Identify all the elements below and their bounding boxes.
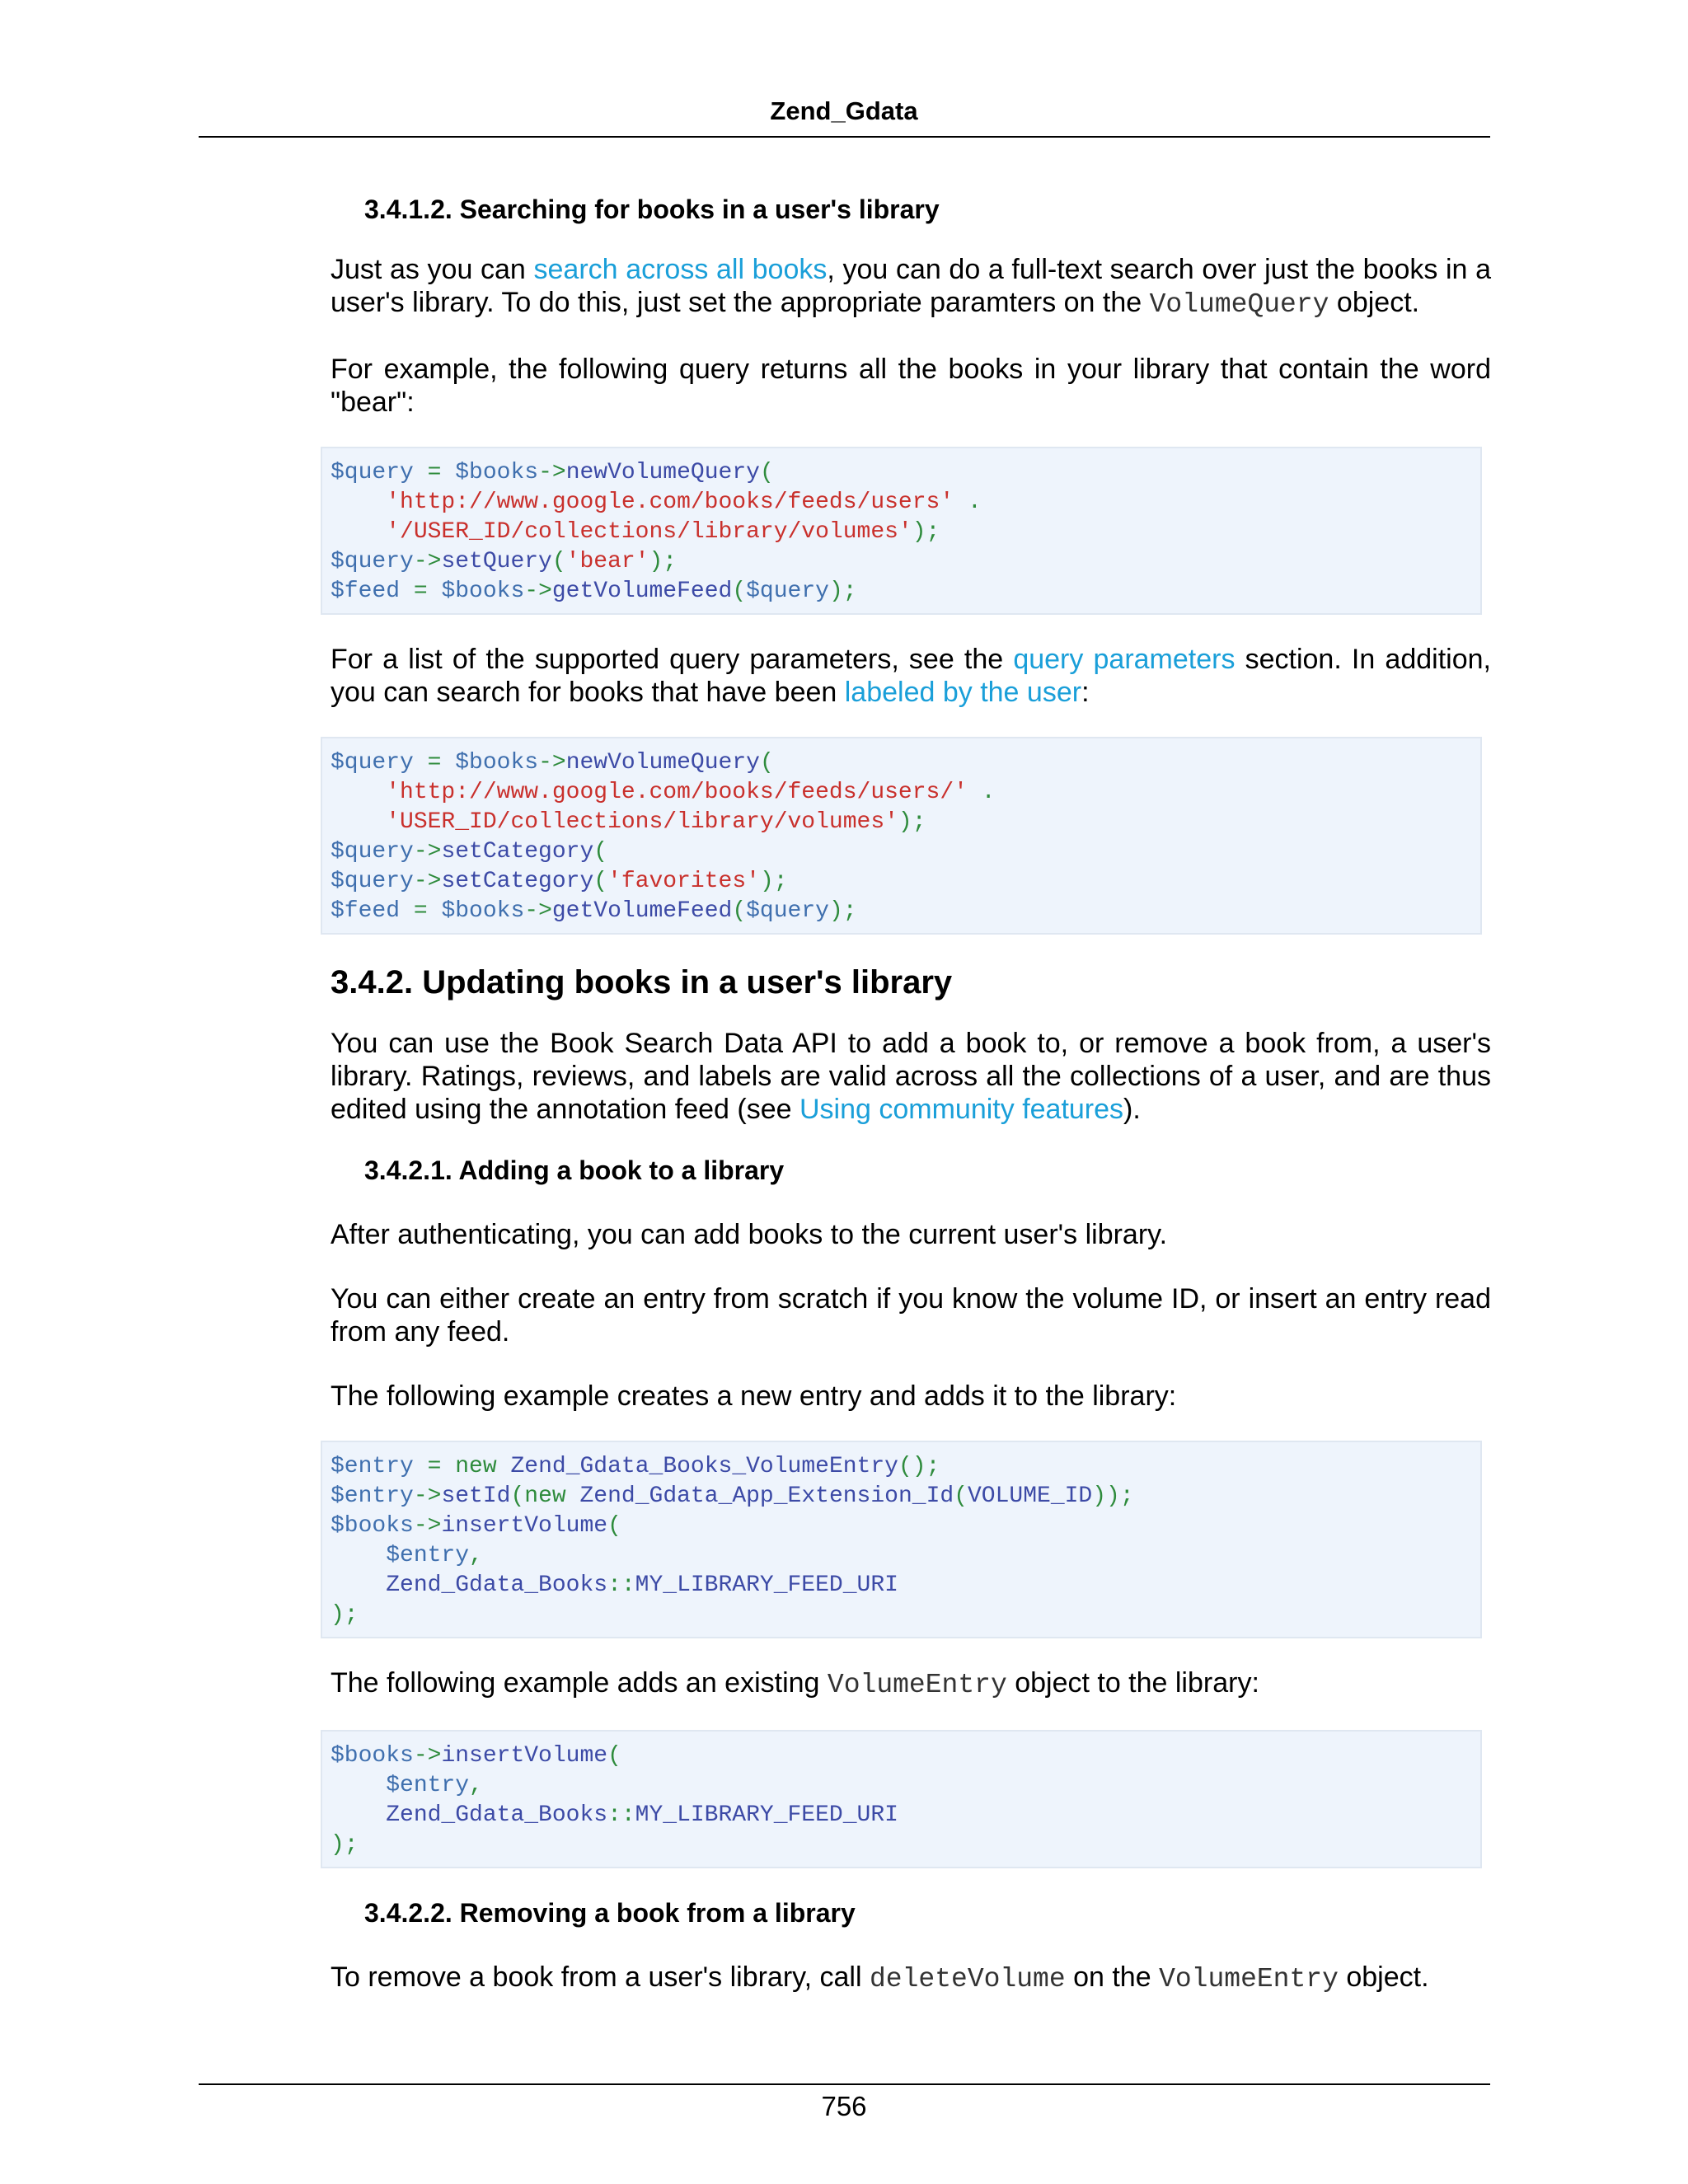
code-token: -> [524,898,552,924]
code-token: :: [607,1802,635,1828]
code-token: Zend_Gdata_Books [386,1802,608,1828]
code-token: ( [551,549,566,574]
code-token: Zend_Gdata_App_Extension_Id [579,1483,954,1509]
code-token [331,1572,386,1598]
code-token: -> [413,839,442,865]
code-token: $books [455,750,539,776]
inline-code-deletevolume: deleteVolume [870,1964,1066,1994]
code-token: ( [607,1743,621,1769]
code-token: , [469,1773,483,1798]
code-token: . [967,780,996,805]
code-token: 'http://www.google.com/books/feeds/users' [386,490,954,515]
code-token [331,1802,386,1828]
code-token [331,519,386,545]
code-token: = [413,750,456,776]
code-token: MY_LIBRARY_FEED_URI [635,1572,898,1598]
inline-code-volumeentry: VolumeEntry [827,1670,1007,1700]
code-token: insertVolume [441,1513,608,1539]
paragraph: For example, the following query returns all the books in your library that contain the word "bear": [331,354,1491,418]
code-token: ); [759,869,788,894]
text-run: object. [1338,1961,1429,1993]
text-run: , you can do a full-text search over just the books in a user's library. To do this, just set the appropriate paramters on the [331,254,1492,318]
code-token: newVolumeQuery [565,460,760,485]
code-token: ( [732,579,747,604]
code-block [321,447,1482,615]
text-run: You can use the Book Search Data API to add a book to, or remove a book from, a user's library. Ratings, reviews, and labels are valid across all the collections of a user, and are thus edited using the annotation feed (see [331,1028,1491,1125]
text-run: The following example adds an existing [331,1667,828,1699]
code-token: $query [331,549,414,574]
code-block [321,1730,1482,1868]
code-token: ); [912,519,940,545]
code-block [321,737,1482,935]
text-run: on the [1065,1961,1160,1993]
code-token [566,1483,580,1509]
code-token: 'USER_ID/collections/library/volumes' [386,809,898,835]
code-token: setQuery [441,549,552,574]
code-token: $books [441,579,525,604]
code-token: $books [331,1743,414,1769]
code-token: = [413,460,456,485]
code-token [331,1773,386,1798]
code-token: )); [1092,1483,1134,1509]
code-token: new [455,1454,497,1479]
section-heading-3-4-2-2: 3.4.2.2. Removing a book from a library [364,1898,856,1928]
footer-rule [199,2083,1490,2085]
code-token: ( [607,1513,621,1539]
code-token: , [469,1543,483,1568]
code-token: ); [828,579,857,604]
code-token: ( [759,750,774,776]
page-number: 756 [821,2091,867,2121]
code-token: VOLUME_ID [968,1483,1093,1509]
inline-code-volumequery: VolumeQuery [1149,289,1329,320]
code-token: ); [649,549,678,574]
code-token: '/USER_ID/collections/library/volumes' [386,519,912,545]
code-token: . [954,490,982,515]
link-labeled-by-the-user[interactable]: labeled by the user [844,677,1082,708]
text-run: object. [1329,287,1420,318]
code-token: ); [331,1602,359,1628]
code-token: ( [593,869,608,894]
text-run: section. In addition, you can search for books that have been [331,644,1491,708]
code-token: ( [954,1483,968,1509]
code-token: -> [538,460,566,485]
code-token: ( [732,898,747,924]
code-token: ); [331,1832,359,1858]
inline-code-volumeentry: VolumeEntry [1159,1964,1339,1994]
paragraph: The following example creates a new entry and adds it to the library: [331,1380,1177,1412]
code-token: $feed [331,898,401,924]
page-content [331,190,1491,1996]
section-heading-3-4-2-1: 3.4.2.1. Adding a book to a library [364,1155,785,1185]
code-token [331,1543,386,1568]
section-heading-3-4-1-2: 3.4.1.2. Searching for books in a user's library [364,194,940,224]
paragraph [331,253,1491,321]
paragraph [331,643,1491,709]
code-token: $books [455,460,539,485]
code-token: :: [607,1572,635,1598]
code-token: new [524,1483,566,1509]
paragraph: You can either create an entry from scratch if you know the volume ID, or insert an entry read from any feed. [331,1283,1491,1347]
code-token: ( [593,839,608,865]
code-token: setId [441,1483,511,1509]
running-header: Zend_Gdata [770,96,918,125]
paragraph [331,1666,1491,1702]
code-token: $query [331,869,414,894]
code-token: getVolumeFeed [551,579,733,604]
code-token: $query [331,750,414,776]
code-token: ); [898,809,926,835]
link-search-across-all-books[interactable]: search across all books [533,254,828,285]
code-token: -> [524,579,552,604]
paragraph [331,1961,1491,1996]
code-token: -> [413,549,442,574]
code-token: MY_LIBRARY_FEED_URI [635,1802,898,1828]
code-token: $query [746,898,829,924]
code-token: -> [538,750,566,776]
text-run: : [1081,677,1090,708]
code-token: = [400,579,442,604]
code-token: ); [828,898,857,924]
code-token: = [400,898,442,924]
code-block [321,1441,1482,1638]
code-token: -> [413,869,442,894]
header-rule [199,136,1490,138]
text-run: object to the library: [1006,1667,1259,1699]
code-token: $query [331,460,414,485]
paragraph [331,1027,1491,1126]
code-token: = [413,1454,456,1479]
code-token: -> [413,1513,442,1539]
text-run: Just as you can [331,254,534,285]
link-using-community-features[interactable]: Using community features [799,1094,1124,1125]
text-run: To remove a book from a user's library, call [331,1961,870,1993]
section-heading-3-4-2: 3.4.2. Updating books in a user's library [331,964,953,1001]
code-token: 'http://www.google.com/books/feeds/users/' [386,780,968,805]
code-token: ( [759,460,774,485]
code-token: ( [510,1483,525,1509]
code-token: $books [331,1513,414,1539]
code-token: insertVolume [441,1743,608,1769]
code-token: newVolumeQuery [565,750,760,776]
text-run: For a list of the supported query parameters, see the [331,644,1014,675]
code-token [331,780,386,805]
code-token [331,809,386,835]
code-token: $query [746,579,829,604]
code-token: -> [413,1483,442,1509]
code-token: (); [898,1454,940,1479]
code-token: getVolumeFeed [551,898,733,924]
code-token: $feed [331,579,401,604]
code-token: Zend_Gdata_Books_VolumeEntry [510,1454,898,1479]
code-token [331,490,386,515]
text-run: ). [1123,1094,1141,1125]
code-token: $entry [386,1543,470,1568]
code-token: setCategory [441,839,594,865]
code-token: $books [441,898,525,924]
code-token [497,1454,511,1479]
code-token: $entry [331,1483,414,1509]
code-token: $query [331,839,414,865]
code-token: $entry [386,1773,470,1798]
code-token: 'bear' [565,549,649,574]
code-token: -> [413,1743,442,1769]
code-token: setCategory [441,869,594,894]
code-token: Zend_Gdata_Books [386,1572,608,1598]
link-query-parameters[interactable]: query parameters [1013,644,1236,675]
paragraph: After authenticating, you can add books to the current user's library. [331,1219,1168,1250]
code-token: 'favorites' [607,869,760,894]
code-token: $entry [331,1454,414,1479]
